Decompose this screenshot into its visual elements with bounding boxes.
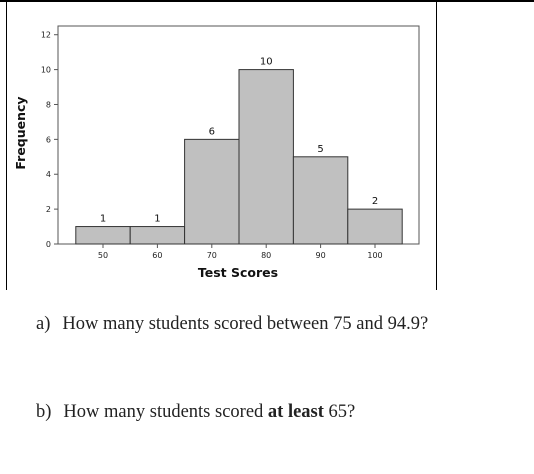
x-tick-label: 100 — [367, 251, 383, 260]
x-tick-label: 50 — [97, 251, 109, 260]
bar-value-label: 6 — [208, 126, 215, 138]
x-axis-label: Test Scores — [197, 265, 279, 280]
y-axis-label: Frequency — [13, 96, 28, 170]
question-a-text: How many students scored between 75 and 94.9? — [62, 314, 429, 334]
question-b-text-after: 65? — [323, 402, 356, 422]
bar-100 — [348, 209, 402, 244]
question-b-text-before: How many students scored — [63, 402, 268, 422]
question-b — [36, 402, 355, 423]
x-tick-label: 80 — [261, 251, 272, 260]
y-tick-label: 0 — [45, 240, 51, 249]
y-tick-label: 10 — [40, 65, 51, 75]
bar-value-label: 2 — [371, 196, 379, 208]
y-axis-ticks — [41, 31, 58, 249]
x-axis-ticks — [98, 244, 383, 260]
y-tick-label: 2 — [45, 205, 51, 215]
bar-60 — [130, 227, 184, 244]
x-tick-label: 60 — [152, 251, 163, 260]
bar-80 — [239, 70, 293, 244]
bar-90 — [293, 157, 347, 244]
question-b-text-bold: at least — [267, 402, 324, 422]
frame-line-top — [0, 0, 534, 2]
question-b-letter: b) — [36, 402, 52, 422]
y-tick-label: 6 — [45, 135, 51, 145]
question-a-letter: a) — [36, 314, 51, 334]
y-tick-label: 8 — [45, 100, 51, 110]
y-tick-label: 12 — [40, 30, 51, 40]
bar-value-label: 1 — [154, 213, 161, 225]
bar-value-label: 5 — [317, 143, 324, 155]
x-tick-label: 90 — [315, 251, 326, 260]
frame-line-right — [436, 0, 437, 290]
x-tick-label: 70 — [206, 251, 217, 260]
bar-50 — [76, 227, 130, 244]
frame-line-left — [6, 0, 7, 290]
bar-value-label: 10 — [259, 56, 273, 68]
bar-value-label: 1 — [99, 213, 107, 225]
question-a — [36, 314, 428, 335]
y-tick-label: 4 — [45, 170, 51, 180]
bar-70 — [185, 139, 239, 244]
